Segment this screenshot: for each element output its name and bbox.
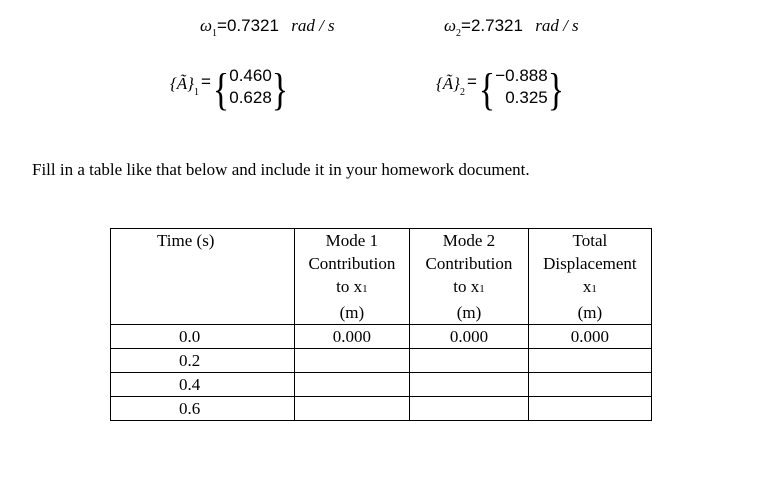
mode1-cell: 0.000	[294, 325, 410, 349]
mode2-value-2: 0.325	[505, 88, 548, 108]
omega1-symbol: ω	[200, 16, 213, 35]
mode1-vector	[170, 65, 289, 119]
time-cell: 0.2	[111, 349, 295, 373]
omega1-subscript: 1	[212, 28, 218, 39]
table-row	[111, 373, 652, 397]
header-mode2-line4: (m)	[456, 303, 482, 322]
mode2-cell: 0.000	[410, 325, 529, 349]
omega2-subscript: 2	[456, 28, 462, 39]
omega2-value: =2.7321	[461, 16, 523, 35]
mode2-right-brace: }	[547, 65, 565, 116]
mode1-vector-values	[229, 65, 272, 109]
header-mode1-line4: (m)	[339, 303, 365, 322]
mode1-value-2: 0.628	[229, 88, 272, 108]
header-mode1-line1: Mode 1	[325, 231, 379, 250]
mode1-value-1: 0.460	[229, 66, 272, 86]
mode2-vector-equals: =	[466, 72, 477, 91]
mode1-vector-symbol: {Ã}	[170, 74, 194, 93]
table-row	[111, 397, 652, 421]
mode2-left-brace: {	[478, 65, 496, 116]
omega2-equation	[444, 16, 579, 39]
header-mode2-line3	[410, 275, 528, 301]
mode2-cell	[410, 373, 529, 397]
header-total-sub: 1	[591, 283, 597, 295]
header-total	[528, 229, 651, 325]
header-time-label: Time (s)	[157, 231, 215, 250]
omega1-equation	[200, 16, 335, 39]
mode1-right-brace: }	[271, 65, 289, 116]
time-cell: 0.4	[111, 373, 295, 397]
header-mode2-line3-text: to x	[453, 277, 480, 296]
table-header-row	[111, 229, 652, 325]
mode2-cell	[410, 397, 529, 421]
mode1-vector-subscript: 1	[193, 87, 199, 98]
header-total-line2: Displacement	[543, 254, 637, 273]
mode1-vector-equals: =	[200, 72, 211, 91]
instruction-text: Fill in a table like that below and include it in your homework document.	[32, 160, 530, 179]
header-mode1-line3-text: to x	[336, 277, 363, 296]
header-mode1-line2: Contribution	[308, 254, 396, 273]
omega1-units: rad / s	[291, 16, 335, 35]
time-cell: 0.0	[111, 325, 295, 349]
mode2-vector	[436, 65, 565, 119]
mode1-cell	[294, 349, 410, 373]
header-mode2-sub: 1	[479, 283, 485, 295]
mode1-cell	[294, 373, 410, 397]
header-total-line1: Total	[572, 231, 608, 250]
mode2-vector-symbol: {Ã}	[436, 74, 460, 93]
total-cell	[528, 349, 651, 373]
header-total-line3-text: x	[582, 277, 592, 296]
mode2-value-1: −0.888	[495, 66, 548, 86]
mode1-left-brace: {	[212, 65, 230, 116]
mode2-vector-subscript: 2	[459, 87, 465, 98]
header-mode2-line2: Contribution	[425, 254, 513, 273]
time-cell: 0.6	[111, 397, 295, 421]
header-mode1-sub: 1	[362, 283, 368, 295]
total-cell	[528, 373, 651, 397]
omega1-value: =0.7321	[217, 16, 279, 35]
header-time	[111, 229, 295, 325]
header-total-line3	[529, 275, 651, 301]
results-table	[110, 228, 652, 421]
mode2-vector-values	[495, 65, 547, 109]
total-cell: 0.000	[528, 325, 651, 349]
header-mode2	[410, 229, 529, 325]
mode1-cell	[294, 397, 410, 421]
omega2-units: rad / s	[535, 16, 579, 35]
total-cell	[528, 397, 651, 421]
header-total-line4: (m)	[577, 303, 603, 322]
table-row	[111, 325, 652, 349]
header-mode2-line1: Mode 2	[442, 231, 496, 250]
header-mode1	[294, 229, 410, 325]
header-mode1-line3	[295, 275, 410, 301]
mode2-cell	[410, 349, 529, 373]
omega2-symbol: ω	[444, 16, 457, 35]
table-row	[111, 349, 652, 373]
